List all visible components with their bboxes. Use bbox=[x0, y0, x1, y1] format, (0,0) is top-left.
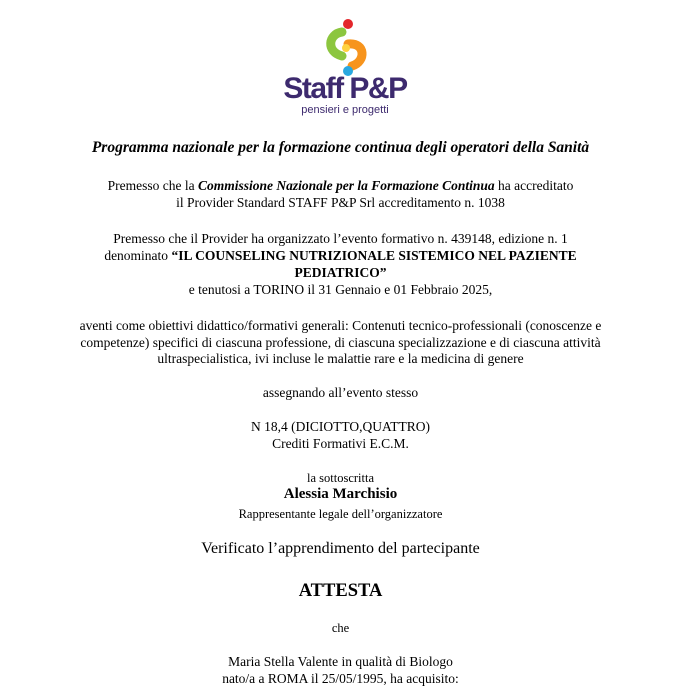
premise-provider-line1 bbox=[0, 177, 681, 194]
event-location-date: e tenutosi a TORINO il 31 Gennaio e 01 Febbraio 2025, bbox=[188, 282, 493, 297]
participant-line2: nato/a a ROMA il 25/05/1995, ha acquisito: bbox=[222, 671, 459, 686]
event-title: “IL COUNSELING NUTRIZIONALE SISTEMICO NEL PAZIENTE bbox=[171, 248, 577, 263]
document-title: Programma nazionale per la formazione continua degli operatori della Sanità bbox=[91, 139, 590, 156]
che-text: che bbox=[331, 621, 350, 635]
logo-brand: Staff P&P bbox=[283, 72, 407, 105]
objectives-line2: competenze) specifici di ciascuna professione, di ciascuna specializzazione e di ciascuna attività bbox=[80, 335, 601, 350]
objectives-line3: ultraspecialistica, ivi incluse le malattie rare e la medicina di genere bbox=[157, 351, 524, 366]
assign-text: assegnando all’evento stesso bbox=[262, 385, 419, 400]
premise-event-line2 bbox=[0, 247, 681, 264]
premise-provider-line2: il Provider Standard STAFF P&P Srl accreditamento n. 1038 bbox=[176, 195, 505, 210]
text: denominato bbox=[104, 248, 172, 263]
text: Premesso che la bbox=[107, 178, 198, 193]
logo-mark-icon bbox=[270, 18, 420, 78]
logo-tagline: pensieri e progetti bbox=[301, 104, 389, 116]
verified-text: Verificato l’apprendimento del partecipante bbox=[201, 540, 480, 557]
signer-name: Alessia Marchisio bbox=[283, 486, 398, 502]
credits-label: Crediti Formativi E.C.M. bbox=[272, 436, 409, 451]
participant-line1: Maria Stella Valente in qualità di Biologo bbox=[228, 654, 453, 669]
signer-intro: la sottoscritta bbox=[307, 471, 374, 485]
attesta-heading: ATTESTA bbox=[298, 581, 383, 601]
signer-role: Rappresentante legale dell’organizzatore bbox=[238, 507, 443, 521]
commission-name: Commissione Nazionale per la Formazione Continua bbox=[197, 178, 495, 193]
objectives-line1: aventi come obiettivi didattico/formativi generali: Contenuti tecnico-professionali (conoscenze e bbox=[79, 318, 602, 333]
text: ha accreditato bbox=[494, 178, 574, 193]
staff-pp-logo bbox=[270, 18, 420, 118]
event-title-cont: PEDIATRICO” bbox=[294, 265, 387, 280]
credits-amount: N 18,4 (DICIOTTO,QUATTRO) bbox=[251, 419, 430, 434]
premise-event-line1: Premesso che il Provider ha organizzato l’evento formativo n. 439148, edizione n. 1 bbox=[113, 231, 568, 246]
